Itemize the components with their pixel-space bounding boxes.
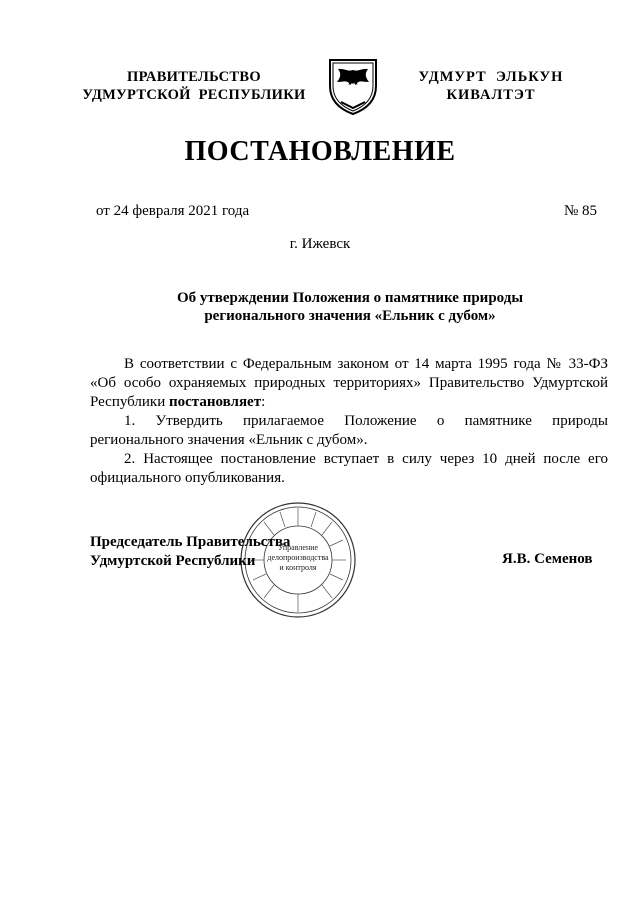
document-number: № 85 bbox=[563, 203, 597, 219]
item-2-line1: 2. Настоящее постановление вступает в силу через 10 дней после его bbox=[124, 451, 608, 467]
signatory-position bbox=[90, 533, 290, 571]
paragraph-1-line1: В соответствии с Федеральным законом от 14 марта 1995 года № 33-ФЗ bbox=[124, 356, 608, 372]
coat-of-arms-icon bbox=[324, 56, 382, 116]
signatory-name: Я.В. Семенов bbox=[502, 551, 593, 567]
signatory-position-line1: Председатель Правительства bbox=[90, 534, 291, 550]
header-right-line1: УДМУРТ ЭЛЬКУН bbox=[418, 69, 564, 85]
item-1-line2: регионального значения «Ельник с дубом». bbox=[90, 432, 368, 448]
paragraph-1-prefix: Республики bbox=[90, 394, 169, 410]
operative-word: постановляет bbox=[169, 394, 262, 410]
stamp-inner-line1: Управление bbox=[277, 543, 319, 552]
title-line2: регионального значения «Ельник с дубом» bbox=[204, 308, 496, 324]
document-type-heading: ПОСТАНОВЛЕНИЕ bbox=[184, 136, 456, 167]
title-line1: Об утверждении Положения о памятнике природы bbox=[176, 290, 524, 306]
item-2-line2: официального опубликования. bbox=[90, 470, 285, 486]
stamp-inner-line2: делопроизводства bbox=[267, 553, 329, 562]
paragraph-1-line2: «Об особо охраняемых природных территориях» Правительство Удмуртской bbox=[90, 375, 608, 391]
paragraph-1-line3 bbox=[90, 393, 608, 412]
stamp-inner-line3: и контроля bbox=[279, 563, 317, 572]
document-body bbox=[90, 355, 608, 488]
document-title bbox=[140, 289, 560, 325]
header-left-line2: УДМУРТСКОЙ РЕСПУБЛИКИ bbox=[82, 87, 306, 103]
document-date: от 24 февраля 2021 года bbox=[96, 203, 250, 219]
header-right bbox=[398, 68, 584, 104]
paragraph-1-suffix: : bbox=[261, 394, 266, 410]
signatory-position-line2: Удмуртской Республики bbox=[90, 553, 256, 569]
document-city: г. Ижевск bbox=[289, 236, 351, 252]
header-left bbox=[78, 68, 310, 104]
item-1-line1: 1. Утвердить прилагаемое Положение о памятнике природы bbox=[124, 413, 608, 429]
header-left-line1: ПРАВИТЕЛЬСТВО bbox=[127, 69, 261, 85]
header-right-line2: КИВАЛТЭТ bbox=[446, 87, 536, 103]
